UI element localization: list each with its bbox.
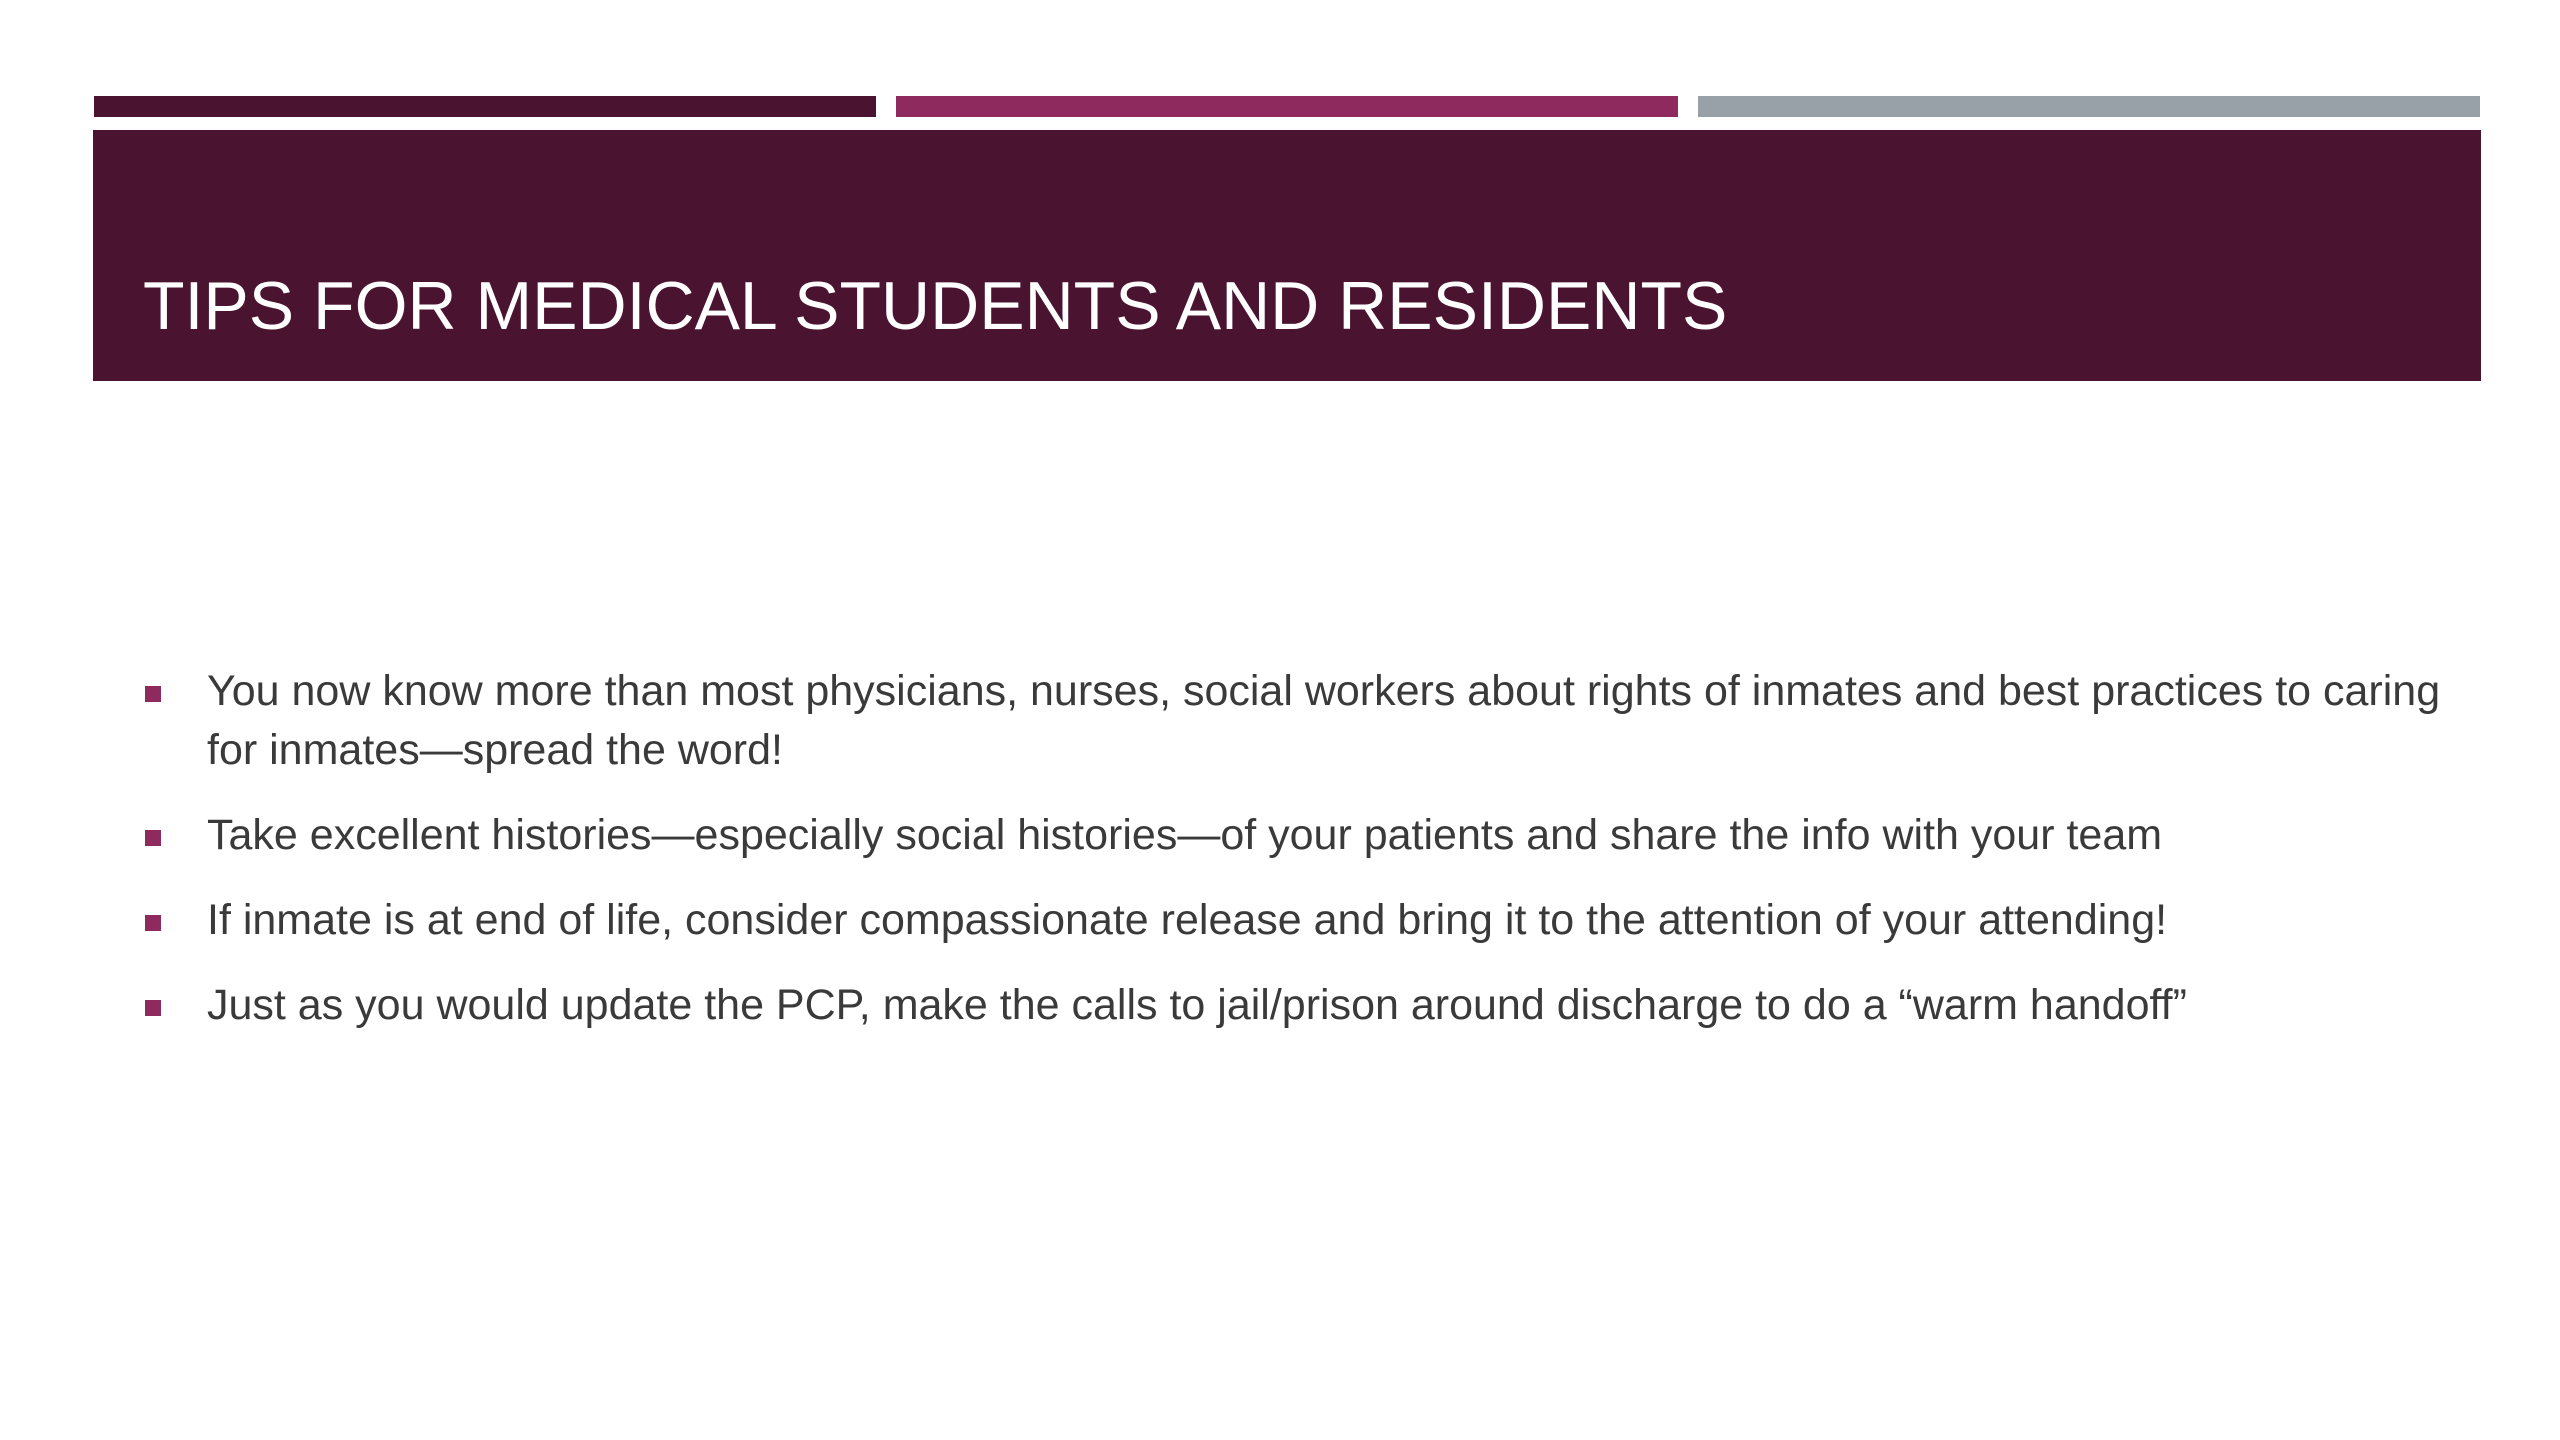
bullet-text: Take excellent histories—especially social histories—of your patients and share the info with your team [207, 811, 2163, 859]
accent-bar-dark [94, 96, 876, 117]
title-band [93, 130, 2481, 381]
accent-bar-gray [1698, 96, 2480, 117]
bullet-text: You now know more than most physicians, nurses, social workers about rights of inmates and best practices to caring for inmates—spread the word! [207, 667, 2441, 774]
bullet-item [143, 806, 2463, 865]
square-bullet-icon [145, 915, 161, 931]
square-bullet-icon [145, 686, 161, 702]
bullet-item [143, 976, 2463, 1035]
accent-bar-magenta [896, 96, 1678, 117]
slide-title: TIPS FOR MEDICAL STUDENTS AND RESIDENTS [143, 268, 1728, 344]
bullet-text: Just as you would update the PCP, make the calls to jail/prison around discharge to do a “warm handoff” [207, 981, 2187, 1029]
bullet-item [143, 891, 2463, 950]
square-bullet-icon [145, 1000, 161, 1016]
bullet-text: If inmate is at end of life, consider compassionate release and bring it to the attention of your attending! [207, 896, 2168, 944]
bullet-item [143, 662, 2463, 780]
bullet-list [143, 662, 2463, 1061]
square-bullet-icon [145, 830, 161, 846]
